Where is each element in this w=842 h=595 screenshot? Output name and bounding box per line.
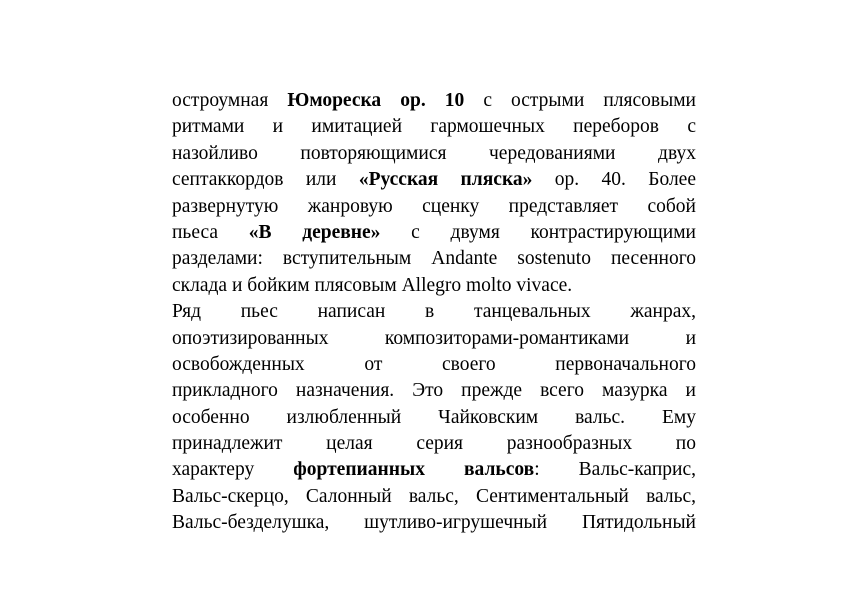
text-segment: освобожденных от своего первоначального	[172, 353, 696, 375]
text-line	[172, 273, 696, 299]
bold-text: Юмореска ор. 10	[287, 90, 465, 111]
text-segment: септаккордов или	[172, 169, 359, 191]
text-line	[172, 484, 696, 510]
text-line	[172, 114, 696, 140]
text-segment: назойливо повторяющимися чередованиями двух	[172, 142, 696, 164]
text-segment: разделами: вступительным Andante sostenuto песенного	[172, 248, 696, 270]
bold-text: «В деревне»	[248, 221, 381, 243]
text-segment: остроумная	[172, 90, 288, 111]
text-segment: прикладного назначения. Это прежде всего мазурка и	[172, 380, 696, 402]
text-line	[172, 326, 696, 352]
text-segment: пьеса	[172, 221, 249, 243]
text-line	[172, 88, 696, 114]
text-line	[172, 405, 696, 431]
text-line	[172, 141, 696, 167]
text-line	[172, 299, 696, 325]
text-segment: ритмами и имитацией гармошечных переборов с	[172, 116, 696, 138]
text-segment: развернутую жанровую сценку представляет собой	[172, 195, 696, 217]
text-line	[172, 167, 696, 193]
text-line	[172, 220, 696, 246]
text-segment: : Вальс-каприс,	[534, 459, 696, 481]
text-segment: особенно излюбленный Чайковским вальс. Ему	[172, 406, 696, 428]
body-text	[172, 88, 696, 537]
text-line	[172, 246, 696, 272]
text-segment: с острыми плясовыми	[464, 90, 696, 111]
text-segment: Вальс-скерцо, Салонный вальс, Сентиментальный вальс,	[172, 485, 696, 507]
text-line	[172, 194, 696, 220]
bold-text: фортепианных вальсов	[293, 459, 535, 481]
text-segment: опоэтизированных композиторами-романтиками и	[172, 327, 696, 349]
text-segment: характеру	[172, 459, 294, 481]
text-line	[172, 457, 696, 483]
text-segment: склада и бойким плясовым Allegro molto vivace.	[172, 274, 573, 296]
text-segment: ор. 40. Более	[532, 169, 696, 191]
text-segment: с двумя контрастирующими	[380, 221, 696, 243]
text-segment: Вальс-безделушка, шутливо-игрушечный Пятидольный	[172, 512, 696, 534]
text-segment: принадлежит целая серия разнообразных по	[172, 433, 696, 455]
text-line	[172, 510, 696, 536]
bold-text: «Русская пляска»	[358, 169, 533, 191]
text-segment: Ряд пьес написан в танцевальных жанрах,	[172, 301, 696, 323]
text-line	[172, 431, 696, 457]
text-line	[172, 378, 696, 404]
text-line	[172, 352, 696, 378]
